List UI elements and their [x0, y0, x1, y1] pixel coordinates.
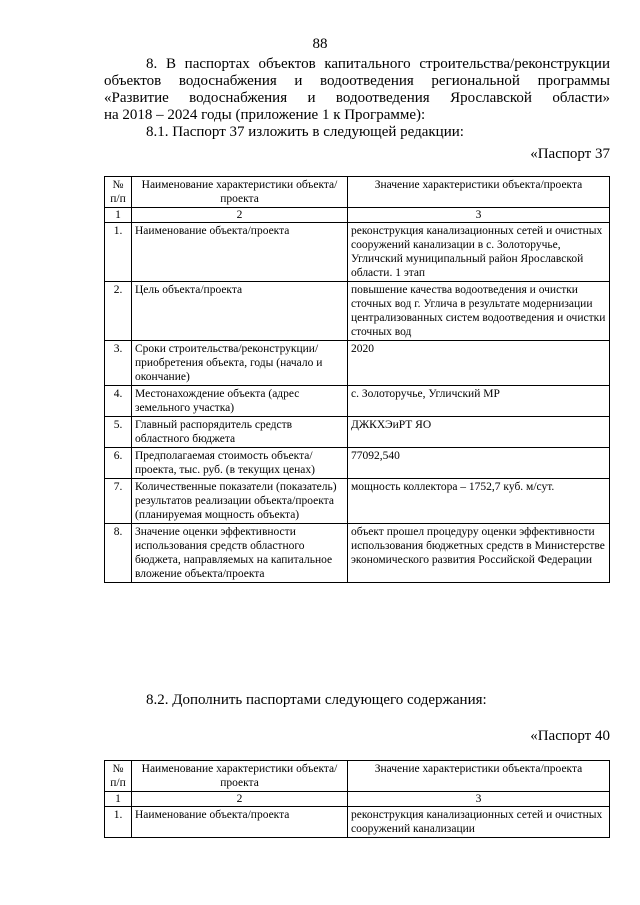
- row-num: 3.: [105, 341, 132, 386]
- row-name: Наименование объекта/проекта: [132, 807, 348, 838]
- paragraph-8-line: объектов водоснабжения и водоотведения региональной программы: [104, 73, 610, 89]
- table-row: [105, 386, 610, 417]
- row-value: с. Золоторучье, Угличский МР: [348, 386, 610, 417]
- row-value: ДЖКХЭиРТ ЯО: [348, 417, 610, 448]
- table-row: [105, 223, 610, 282]
- row-num: 8.: [105, 524, 132, 583]
- row-name: Местонахождение объекта (адрес земельного участка): [132, 386, 348, 417]
- row-name: Значение оценки эффективности использования средств областного бюджета, направляемых на капитальное вложение объекта/проекта: [132, 524, 348, 583]
- row-value: реконструкция канализационных сетей и очистных сооружений канализации: [348, 807, 610, 838]
- index-cell: 3: [348, 792, 610, 807]
- paragraph-8: [104, 56, 610, 124]
- paragraph-8-2: 8.2. Дополнить паспортами следующего содержания:: [146, 692, 487, 708]
- index-cell: 1: [105, 208, 132, 223]
- row-name: Главный распорядитель средств областного бюджета: [132, 417, 348, 448]
- header-value: Значение характеристики объекта/проекта: [348, 177, 610, 208]
- row-num: 2.: [105, 282, 132, 341]
- row-num: 4.: [105, 386, 132, 417]
- row-value: 2020: [348, 341, 610, 386]
- row-name: Наименование объекта/проекта: [132, 223, 348, 282]
- table-row: [105, 524, 610, 583]
- paragraph-8-1: 8.1. Паспорт 37 изложить в следующей редакции:: [146, 124, 464, 140]
- row-name: Цель объекта/проекта: [132, 282, 348, 341]
- row-value: реконструкция канализационных сетей и очистных сооружений канализации в с. Золоторучье, Угличский муниципальный район Ярославской области. 1 этап: [348, 223, 610, 282]
- paragraph-8-line: «Развитие водоснабжения и водоотведения Ярославской области»: [104, 90, 610, 106]
- row-value: объект прошел процедуру оценки эффективности использования бюджетных средств в Министерстве экономического развития Российской Федерации: [348, 524, 610, 583]
- header-name: Наименование характеристики объекта/проекта: [132, 761, 348, 792]
- row-num: 1.: [105, 223, 132, 282]
- passport-37-table: [104, 176, 610, 583]
- header-num: № п/п: [105, 177, 132, 208]
- header-value: Значение характеристики объекта/проекта: [348, 761, 610, 792]
- table-row: [105, 417, 610, 448]
- row-num: 1.: [105, 807, 132, 838]
- header-name: Наименование характеристики объекта/проекта: [132, 177, 348, 208]
- index-cell: 2: [132, 792, 348, 807]
- table-row: [105, 448, 610, 479]
- page-number: 88: [312, 36, 328, 52]
- header-num: № п/п: [105, 761, 132, 792]
- paragraph-8-line: 8. В паспортах объектов капитального строительства/реконструкции: [146, 56, 610, 72]
- row-name: Количественные показатели (показатель) результатов реализации объекта/проекта (планируемая мощность объекта): [132, 479, 348, 524]
- row-value: мощность коллектора – 1752,7 куб. м/сут.: [348, 479, 610, 524]
- passport-37-label: «Паспорт 37: [530, 146, 610, 162]
- passport-40-table: [104, 760, 610, 838]
- row-num: 6.: [105, 448, 132, 479]
- table-row: [105, 807, 610, 838]
- row-num: 7.: [105, 479, 132, 524]
- index-cell: 1: [105, 792, 132, 807]
- table-row: [105, 479, 610, 524]
- row-num: 5.: [105, 417, 132, 448]
- index-cell: 3: [348, 208, 610, 223]
- table-row: [105, 341, 610, 386]
- passport-40-label: «Паспорт 40: [530, 728, 610, 744]
- row-value: 77092,540: [348, 448, 610, 479]
- row-name: Предполагаемая стоимость объекта/проекта, тыс. руб. (в текущих ценах): [132, 448, 348, 479]
- index-cell: 2: [132, 208, 348, 223]
- row-name: Сроки строительства/реконструкции/приобретения объекта, годы (начало и окончание): [132, 341, 348, 386]
- paragraph-8-line: на 2018 – 2024 годы (приложение 1 к Программе):: [104, 107, 426, 123]
- row-value: повышение качества водоотведения и очистки сточных вод г. Углича в результате модернизации централизованных систем водоотведения и очистки сточных вод: [348, 282, 610, 341]
- table-row: [105, 282, 610, 341]
